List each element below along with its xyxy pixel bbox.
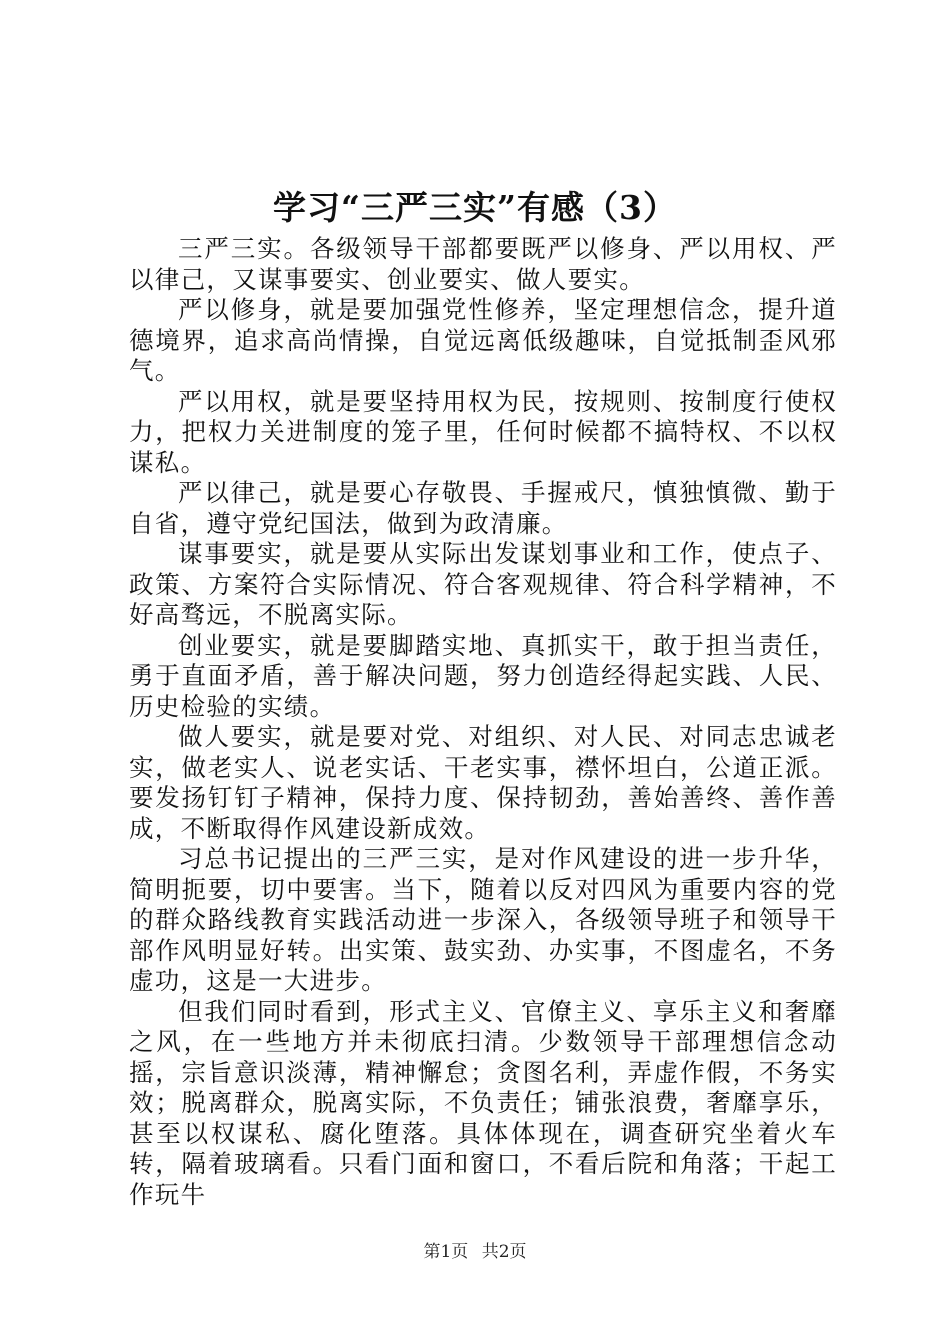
paragraph: 严以律己，就是要心存敬畏、手握戒尺，慎独慎微、勤于自省，遵守党纪国法，做到为政清廉。 [129, 478, 837, 538]
paragraph: 创业要实，就是要脚踏实地、真抓实干，敢于担当责任，勇于直面矛盾，善于解决问题，努力创造经得起实践、人民、历史检验的实绩。 [129, 630, 837, 721]
paragraph: 严以修身，就是要加强党性修养，坚定理想信念，提升道德境界，追求高尚情操，自觉远离低级趣味，自觉抵制歪风邪气。 [129, 295, 837, 385]
paragraph: 严以用权，就是要坚持用权为民，按规则、按制度行使权力，把权力关进制度的笼子里，任何时候都不搞特权、不以权谋私。 [129, 386, 837, 477]
paragraph: 做人要实，就是要对党、对组织、对人民、对同志忠诚老实，做老实人、说老实话、干老实事，襟怀坦白，公道正派。要发扬钉钉子精神，保持力度、保持韧劲，善始善终、善作善成，不断取得作风建设新成效。 [129, 722, 837, 843]
page-footer [0, 1240, 950, 1264]
paragraph: 但我们同时看到，形式主义、官僚主义、享乐主义和奢靡之风，在一些地方并未彻底扫清。少数领导干部理想信念动摇，宗旨意识淡薄，精神懈怠；贪图名利，弄虚作假，不务实效；脱离群众，脱离实际，不负责任；铺张浪费，奢靡享乐，甚至以权谋私、腐化堕落。具体体现在，调查研究坐着火车转，隔着玻璃看。只看门面和窗口，不看后院和角落；干起工作玩牛 [129, 996, 837, 1209]
page-number-total: 共2页 [481, 1242, 527, 1262]
paragraph: 谋事要实，就是要从实际出发谋划事业和工作，使点子、政策、方案符合实际情况、符合客观规律、符合科学精神，不好高骛远，不脱离实际。 [129, 539, 837, 629]
paragraph: 习总书记提出的三严三实，是对作风建设的进一步升华，简明扼要，切中要害。当下，随着以反对四风为重要内容的党的群众路线教育实践活动进一步深入，各级领导班子和领导干部作风明显好转。出实策、鼓实劲、办实事，不图虚名，不务虚功，这是一大进步。 [129, 844, 837, 995]
document-body [129, 234, 837, 1210]
paragraph: 三严三实。各级领导干部都要既严以修身、严以用权、严以律己，又谋事要实、创业要实、做人要实。 [129, 234, 837, 294]
page-number-current: 第1页 [423, 1242, 469, 1262]
document-title: 学习“三严三实”有感（3） [273, 188, 677, 227]
